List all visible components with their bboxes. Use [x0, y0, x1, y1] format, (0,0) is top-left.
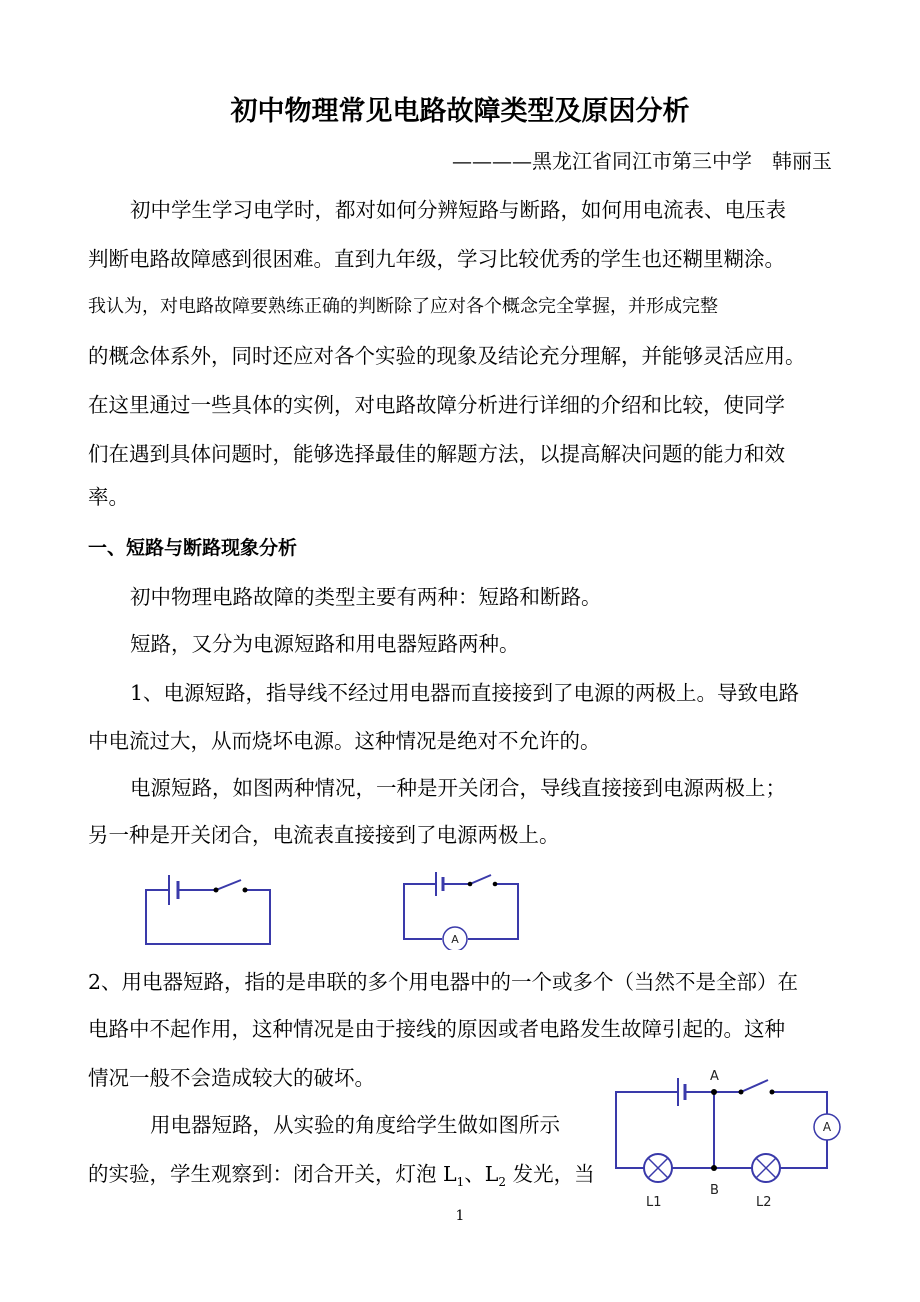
- circuit-diagram-battery-short: [138, 868, 278, 953]
- paragraph-line: 初中物理电路故障的类型主要有两种：短路和断路。: [130, 585, 602, 609]
- text-segment: 的实验，学生观察到：闭合开关，灯泡 L: [88, 1162, 457, 1186]
- ammeter-label: A: [822, 1120, 832, 1134]
- paragraph-line: 2、用电器短路，指的是串联的多个用电器中的一个或多个（当然不是全部）在: [88, 970, 799, 994]
- text-segment: 、L: [464, 1162, 499, 1186]
- subscript: 1: [456, 1175, 465, 1190]
- paragraph-line: 另一种是开关闭合，电流表直接接到了电源两极上。: [88, 823, 560, 847]
- paragraph-line: 用电器短路，从实验的角度给学生做如图所示: [150, 1113, 560, 1137]
- page-number: 1: [455, 1208, 465, 1224]
- intro-line: 在这里通过一些具体的实例，对电路故障分析进行详细的介绍和比较，使同学: [88, 393, 785, 417]
- paragraph-line: 电路中不起作用，这种情况是由于接线的原因或者电路发生故障引起的。这种: [88, 1017, 785, 1041]
- intro-line: 们在遇到具体问题时，能够选择最佳的解题方法，以提高解决问题的能力和效: [88, 442, 785, 466]
- intro-line: 率。: [88, 485, 129, 509]
- intro-line: 初中学生学习电学时，都对如何分辨短路与断路，如何用电流表、电压表: [130, 198, 786, 222]
- paragraph-line: [88, 1159, 595, 1197]
- intro-line: 的概念体系外，同时还应对各个实验的现象及结论充分理解，并能够灵活应用。: [88, 344, 806, 368]
- subscript: 2: [498, 1175, 507, 1190]
- intro-line: 判断电路故障感到很困难。直到九年级，学习比较优秀的学生也还糊里糊涂。: [88, 247, 785, 271]
- section-heading: 一、短路与断路现象分析: [88, 537, 298, 559]
- circuit-diagram-ammeter-short: [398, 868, 526, 950]
- lamp-l2-label: L2: [756, 1195, 772, 1210]
- paragraph-line: 电源短路，如图两种情况，一种是开关闭合，导线直接接到电源两极上；: [130, 776, 786, 800]
- lamp-l1-label: L1: [646, 1195, 662, 1210]
- paragraph-line: 短路，又分为电源短路和用电器短路两种。: [130, 632, 520, 656]
- node-a-label: A: [710, 1069, 719, 1084]
- author-line: ————黑龙江省同江市第三中学 韩丽玉: [452, 149, 832, 173]
- node-b-label: B: [710, 1183, 719, 1198]
- intro-line: 我认为，对电路故障要熟练正确的判断除了应对各个概念完全掌握，并形成完整: [88, 296, 718, 317]
- paragraph-line: 1、电源短路，指导线不经过用电器而直接接到了电源的两极上。导致电路: [130, 681, 800, 705]
- text-segment: 发光，当: [506, 1162, 595, 1186]
- circuit-diagram-lamp-short: [606, 1062, 856, 1214]
- ammeter-label: A: [451, 933, 459, 946]
- paragraph-line: 情况一般不会造成较大的破坏。: [88, 1066, 375, 1090]
- page-title: 初中物理常见电路故障类型及原因分析: [230, 96, 690, 127]
- paragraph-line: 中电流过大，从而烧坏电源。这种情况是绝对不允许的。: [88, 729, 601, 753]
